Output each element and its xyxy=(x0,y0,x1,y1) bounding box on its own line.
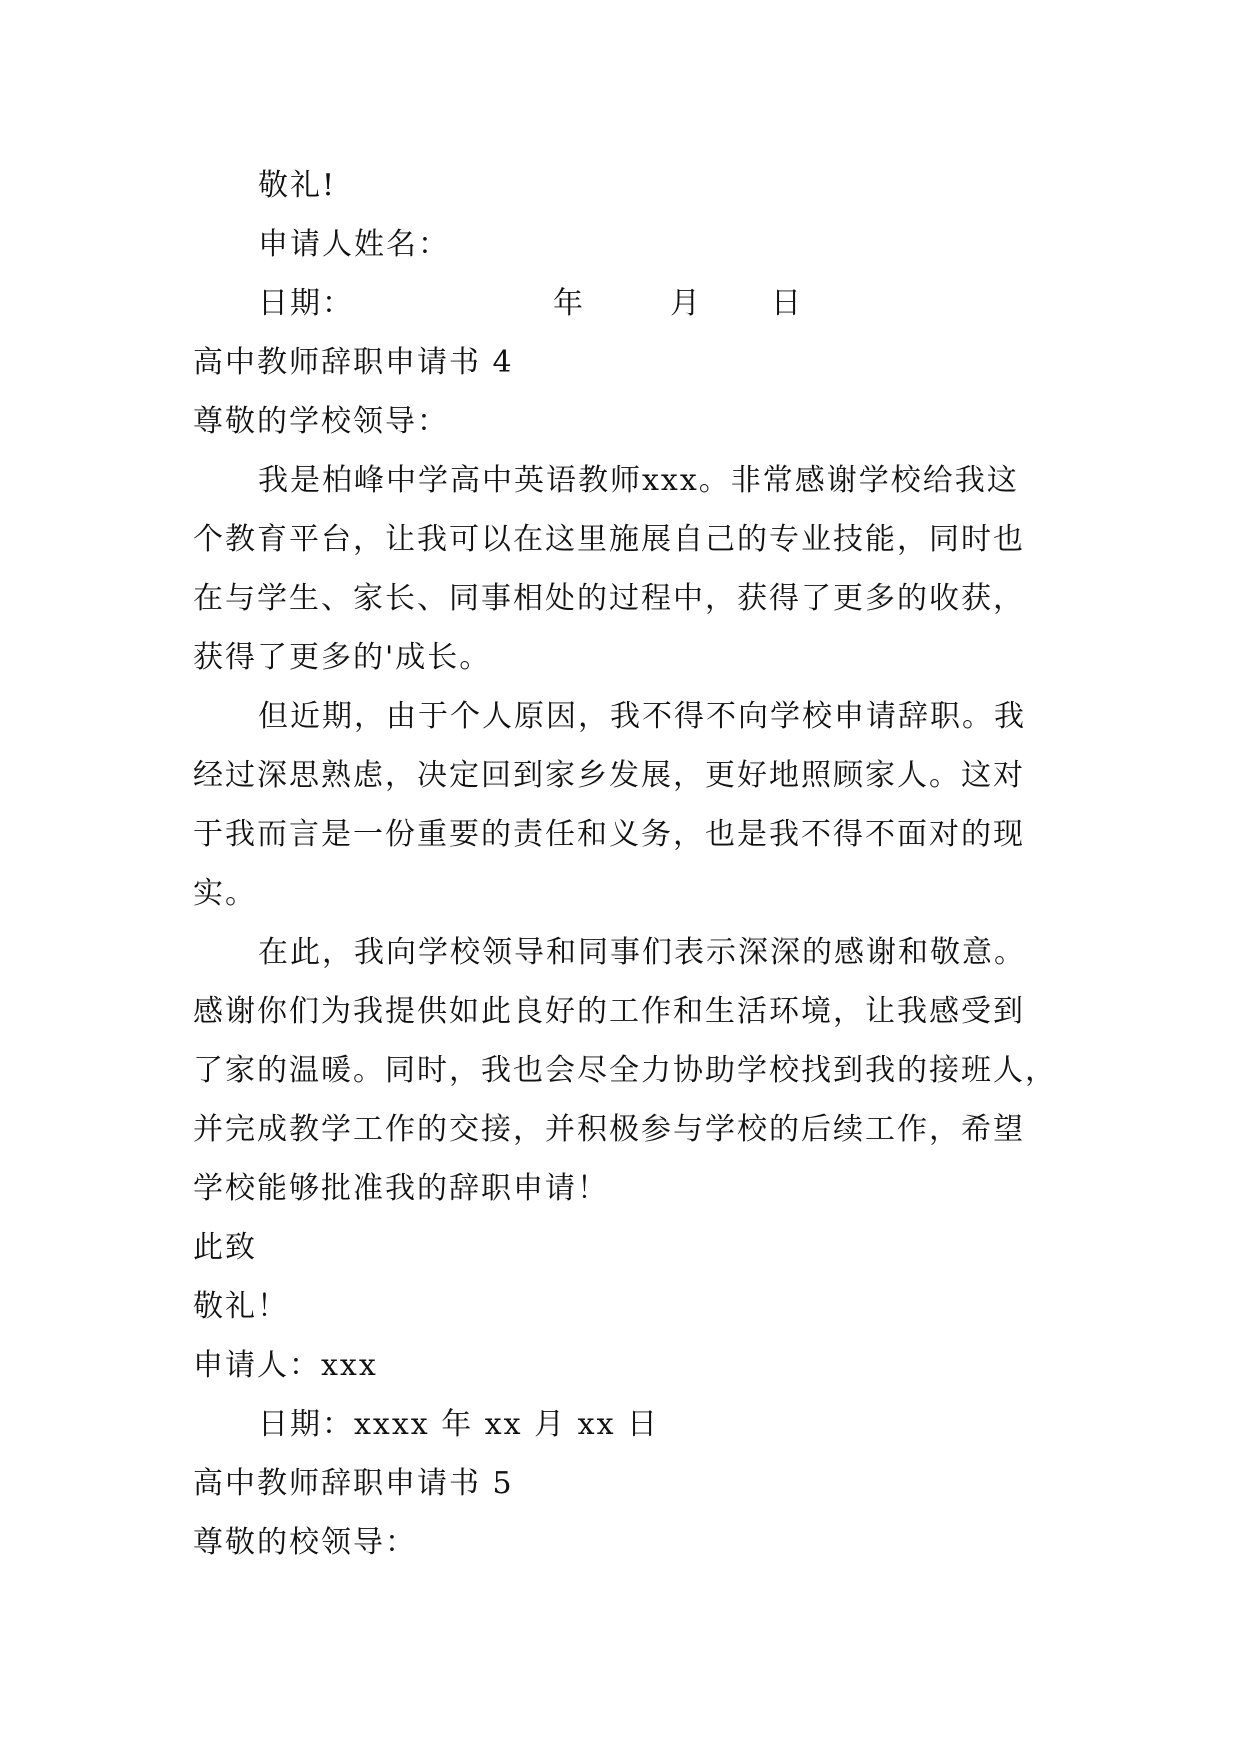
date-year-label: 年 xyxy=(553,286,583,321)
paragraph-line: 了家的温暖。同时，我也会尽全力协助学校找到我的接班人， xyxy=(193,1053,1057,1088)
paragraph-line: 经过深思熟虑，决定回到家乡发展，更好地照顾家人。这对 xyxy=(193,758,1025,793)
letter-greeting: 尊敬的学校领导： xyxy=(193,404,449,439)
applicant-line: 申请人：xxx xyxy=(193,1348,378,1383)
closing-line: 此致 xyxy=(193,1230,257,1265)
paragraph-line: 感谢你们为我提供如此良好的工作和生活环境，让我感受到 xyxy=(193,994,1025,1029)
paragraph-line: 个教育平台，让我可以在这里施展自己的专业技能，同时也 xyxy=(193,522,1025,557)
paragraph-line: 实。 xyxy=(193,876,257,911)
letter-title: 高中教师辞职申请书 4 xyxy=(193,345,514,380)
date-label: 日期： xyxy=(258,286,354,321)
date-line: 日期：xxxx 年 xx 月 xx 日 xyxy=(258,1407,660,1442)
paragraph-line: 于我而言是一份重要的责任和义务，也是我不得不面对的现 xyxy=(193,817,1025,852)
letter-title: 高中教师辞职申请书 5 xyxy=(193,1466,514,1501)
salute-line: 敬礼！ xyxy=(193,1289,289,1324)
paragraph-line: 学校能够批准我的辞职申请！ xyxy=(193,1171,609,1206)
date-day-label: 日 xyxy=(771,286,801,321)
paragraph-line: 但近期，由于个人原因，我不得不向学校申请辞职。我 xyxy=(258,699,1026,734)
letter-greeting: 尊敬的校领导： xyxy=(193,1525,417,1560)
date-month-label: 月 xyxy=(670,286,700,321)
paragraph-line: 我是柏峰中学高中英语教师xxx。非常感谢学校给我这 xyxy=(258,463,1019,498)
applicant-name-label: 申请人姓名： xyxy=(258,227,450,262)
paragraph-line: 在此，我向学校领导和同事们表示深深的感谢和敬意。 xyxy=(258,935,1026,970)
paragraph-line: 获得了更多的'成长。 xyxy=(193,640,492,675)
paragraph-line: 在与学生、家长、同事相处的过程中，获得了更多的收获， xyxy=(193,581,1025,616)
salute-line: 敬礼! xyxy=(258,168,337,203)
paragraph-line: 并完成教学工作的交接，并积极参与学校的后续工作，希望 xyxy=(193,1112,1025,1147)
